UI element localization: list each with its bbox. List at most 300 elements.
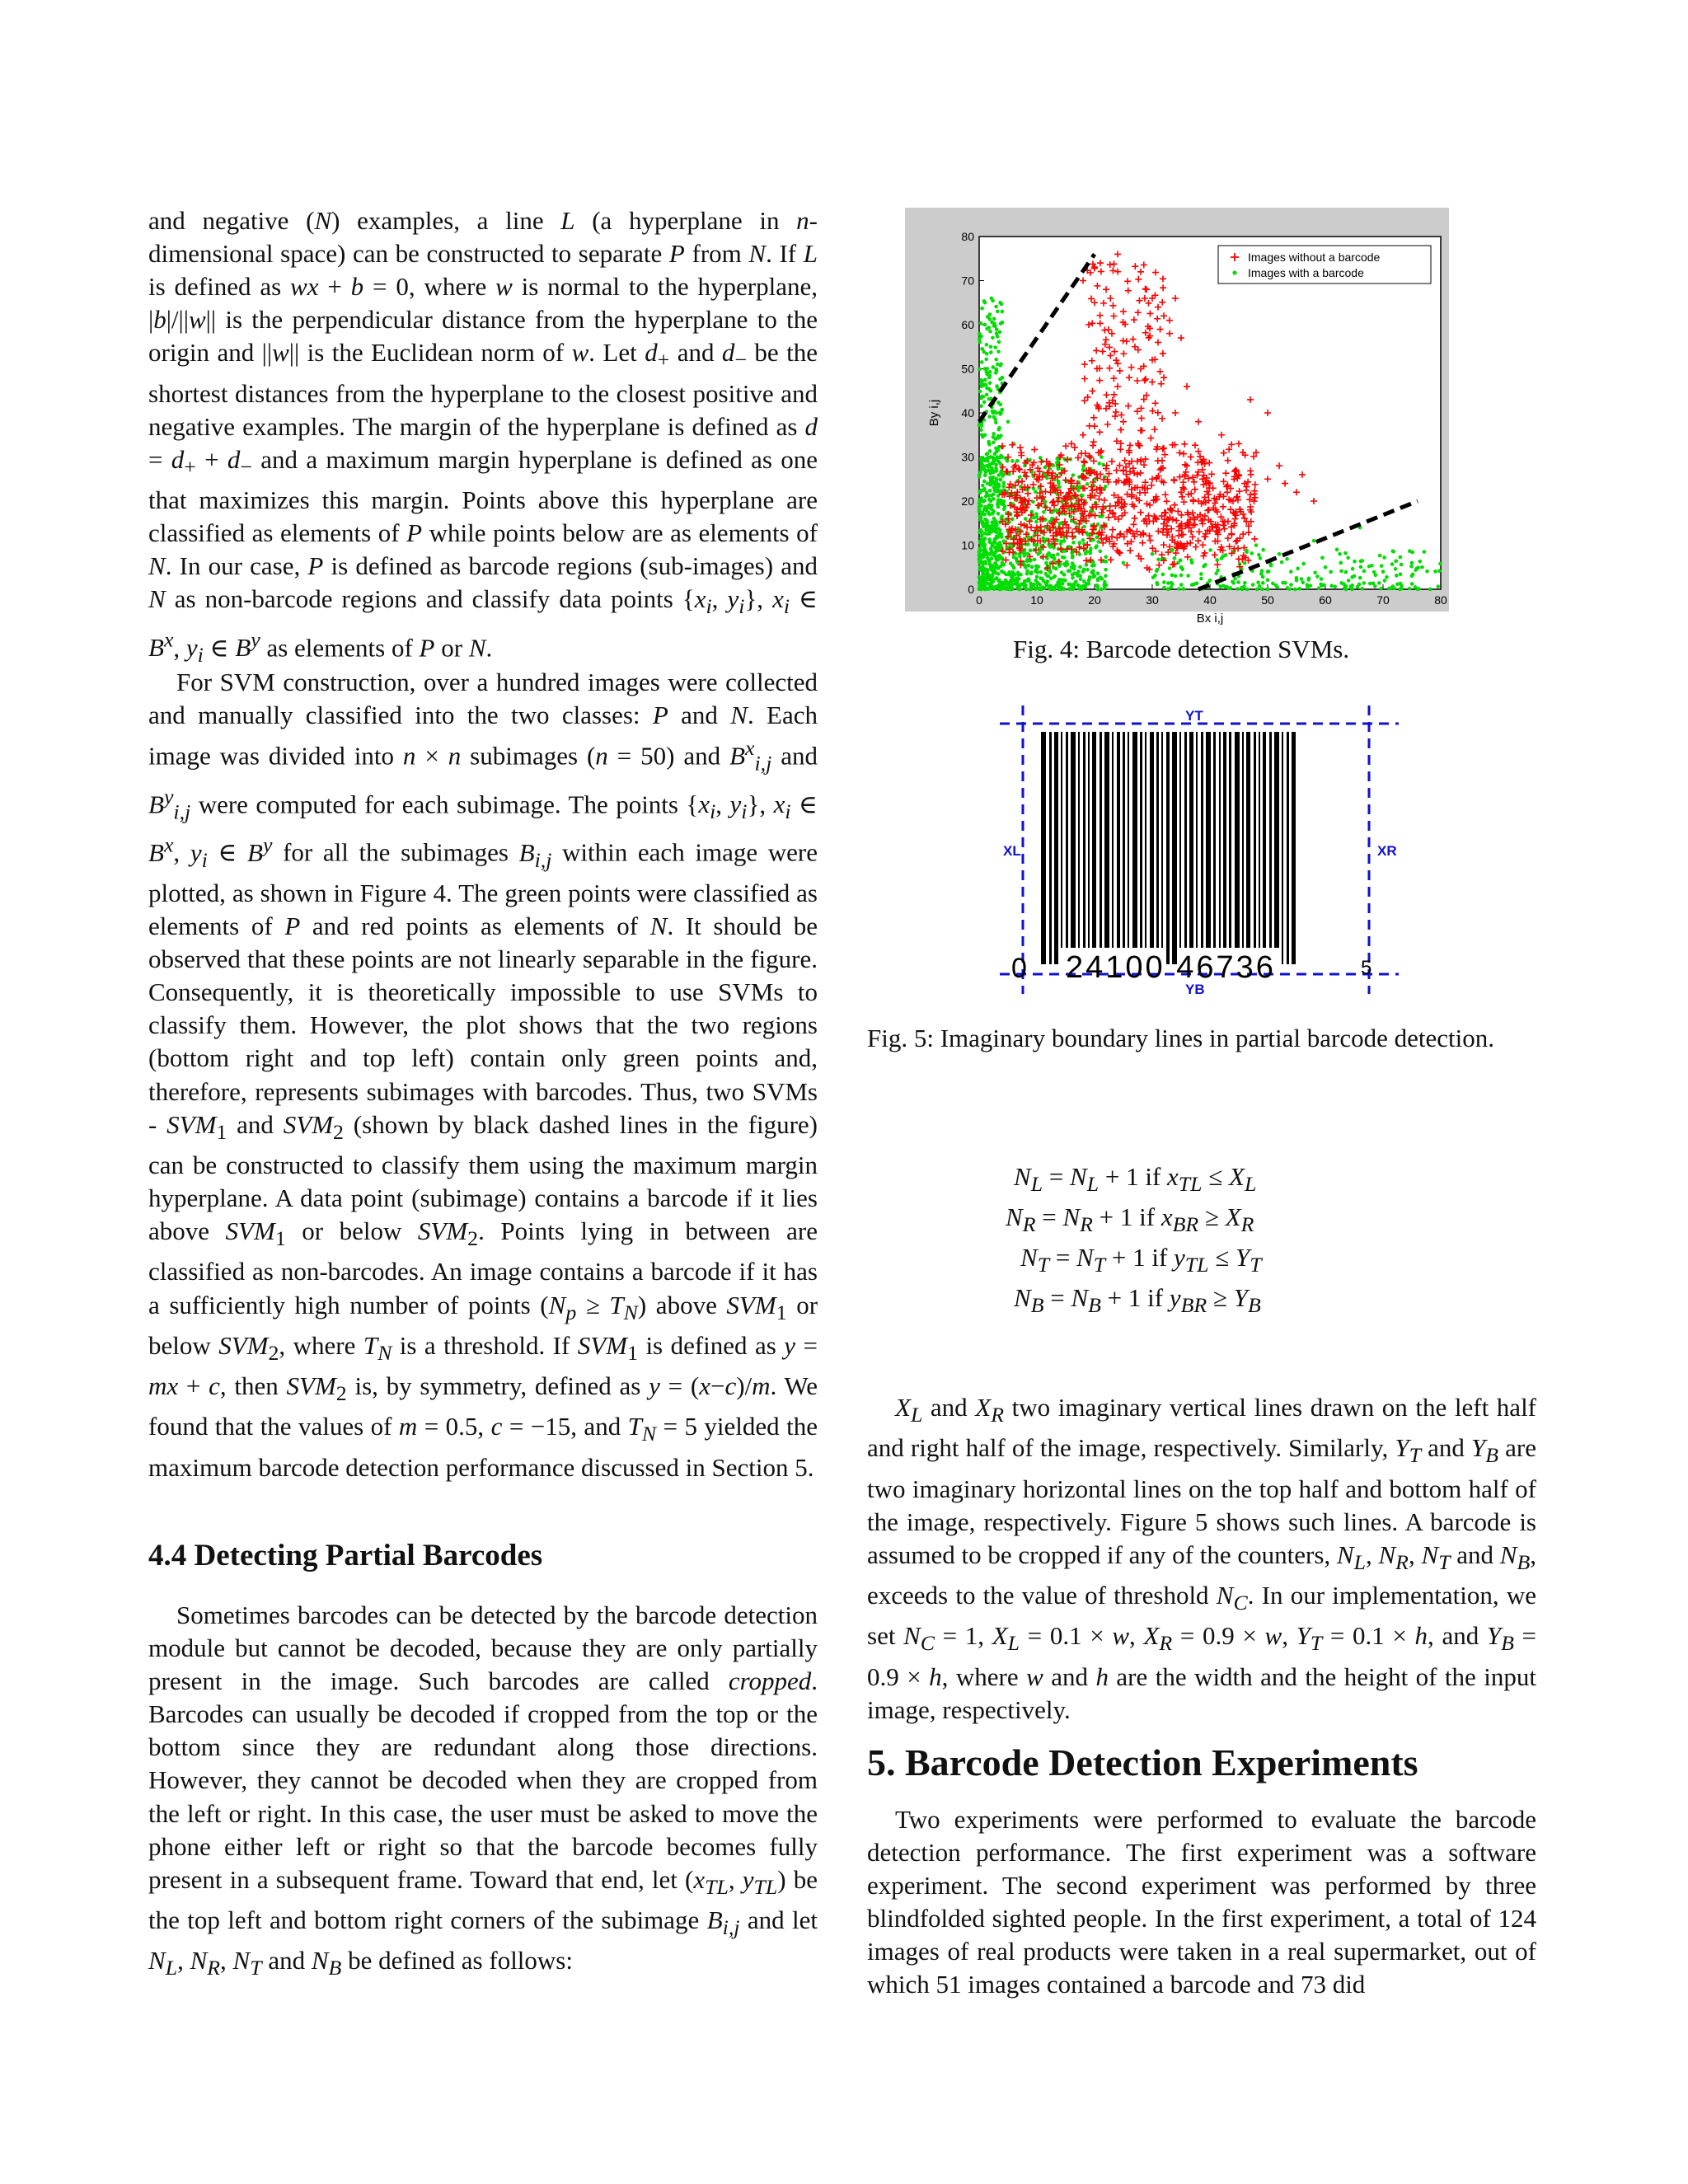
- barcode-bar: [1088, 732, 1090, 948]
- green-point: [995, 477, 999, 481]
- green-point: [1053, 588, 1057, 592]
- green-point: [979, 404, 983, 408]
- green-point: [990, 494, 994, 498]
- green-point: [1261, 548, 1265, 552]
- green-point: [1399, 555, 1403, 560]
- legend-label-without-barcode: Images without a barcode: [1248, 251, 1381, 264]
- barcode-bar: [1123, 732, 1125, 948]
- green-point: [994, 551, 998, 555]
- green-point: [983, 587, 987, 591]
- green-point: [1034, 512, 1039, 516]
- green-point: [1071, 541, 1076, 545]
- green-point: [998, 532, 1002, 536]
- green-point: [979, 489, 983, 493]
- green-point: [1057, 485, 1062, 490]
- green-point: [1045, 582, 1049, 586]
- green-point: [1258, 584, 1262, 588]
- green-point: [1091, 569, 1095, 573]
- green-point: [1256, 580, 1260, 584]
- green-point: [997, 426, 1001, 430]
- barcode-bar: [1287, 732, 1289, 964]
- green-point: [1179, 574, 1184, 578]
- green-point: [1122, 561, 1126, 565]
- green-point: [1399, 582, 1403, 586]
- green-point: [1236, 587, 1240, 591]
- x-tick-label: 20: [1088, 593, 1101, 607]
- green-point: [998, 528, 1002, 532]
- barcode-bar: [1166, 732, 1170, 964]
- green-point: [996, 310, 1000, 314]
- green-point: [1035, 575, 1039, 579]
- green-point: [1250, 551, 1254, 555]
- green-point: [982, 480, 987, 484]
- left-paragraph-3: Sometimes barcodes can be detected by the barcode detection module but cannot be decoded, because they are only partially present in the image. Such barcodes are called cropped. Barcodes can usually be decoded if cropped from the top or the bottom since they are redundant along those directions. However, they cannot be decoded when they are cropped from the left or right. In this case, the user must be asked to move the phone either left or right so that the barcode becomes fully present in a subsequent frame. Toward that end, let ($x_{TL}$, $y_{TL}$) be the top left and bottom right corners of the subimage $B_{i,j}$ and let $N_L$, $N_R$, $N_T$ and $N_B$ be defined as follows:: [148, 1601, 818, 1980]
- green-point: [979, 516, 983, 520]
- green-point: [994, 371, 998, 375]
- green-point: [1033, 558, 1037, 562]
- green-point: [1044, 561, 1048, 565]
- green-point: [1202, 565, 1206, 569]
- fig5-barcode-diagram: [993, 699, 1405, 1005]
- green-point: [1320, 555, 1325, 560]
- green-point: [981, 570, 985, 574]
- green-point: [1420, 565, 1424, 569]
- green-point: [992, 509, 996, 513]
- green-point: [985, 373, 989, 377]
- green-point: [983, 473, 987, 477]
- green-point: [1168, 566, 1172, 570]
- green-point: [1104, 555, 1108, 560]
- barcode-bar: [1132, 732, 1137, 948]
- green-point: [1093, 574, 1097, 579]
- green-point: [985, 490, 989, 494]
- green-point: [1362, 581, 1367, 585]
- green-point: [980, 467, 984, 471]
- green-point: [1339, 569, 1343, 574]
- barcode-bar: [1128, 732, 1129, 948]
- green-point: [1359, 565, 1363, 569]
- green-point: [1009, 583, 1013, 588]
- green-point: [995, 331, 999, 335]
- green-point: [978, 368, 982, 372]
- green-point: [1428, 588, 1432, 592]
- green-point: [1034, 520, 1039, 524]
- green-point: [987, 440, 991, 444]
- green-point: [999, 454, 1003, 458]
- green-point: [1003, 504, 1007, 509]
- green-point: [1293, 588, 1297, 592]
- green-point: [1261, 581, 1265, 585]
- green-point: [985, 327, 989, 331]
- green-point: [989, 350, 993, 354]
- green-point: [991, 299, 995, 303]
- barcode-bar: [1100, 732, 1102, 948]
- green-point: [996, 584, 1001, 588]
- green-point: [1289, 569, 1293, 574]
- green-point: [995, 564, 999, 568]
- green-point: [1076, 583, 1080, 588]
- green-point: [1081, 584, 1085, 588]
- green-point: [996, 349, 1001, 354]
- barcode-bar: [1219, 732, 1221, 948]
- green-point: [1085, 482, 1090, 486]
- green-point: [1266, 587, 1270, 591]
- barcode-bar: [1150, 732, 1154, 948]
- green-point: [1101, 463, 1105, 467]
- green-point: [991, 335, 995, 340]
- green-point: [1411, 573, 1415, 577]
- green-point: [1286, 586, 1290, 590]
- green-point: [992, 587, 996, 591]
- x-tick-label: 40: [1203, 593, 1217, 607]
- green-point: [1029, 584, 1034, 588]
- green-point: [986, 481, 990, 485]
- green-point: [978, 423, 982, 427]
- green-point: [995, 469, 999, 473]
- green-point: [994, 522, 998, 526]
- green-point: [1415, 587, 1419, 591]
- green-point: [1254, 543, 1259, 547]
- barcode-digit-right: 5: [1361, 957, 1372, 979]
- barcode-bar: [1066, 732, 1068, 948]
- green-point: [1379, 587, 1383, 591]
- green-point: [981, 562, 985, 566]
- green-point: [1333, 584, 1337, 588]
- green-point: [987, 587, 991, 591]
- green-point: [999, 411, 1003, 415]
- green-point: [1296, 567, 1300, 571]
- green-point: [1023, 551, 1027, 555]
- barcode-bar: [1282, 732, 1283, 964]
- green-point: [984, 574, 988, 579]
- green-point: [990, 543, 994, 547]
- green-point: [1166, 581, 1170, 585]
- green-point: [987, 397, 992, 401]
- green-point: [1034, 565, 1039, 569]
- green-point: [998, 402, 1002, 406]
- green-point: [1372, 570, 1376, 574]
- green-point: [1161, 573, 1165, 577]
- green-point: [1382, 555, 1386, 560]
- green-point: [1097, 462, 1101, 466]
- green-point: [1391, 550, 1395, 554]
- green-point: [1437, 569, 1442, 573]
- green-point: [1216, 569, 1220, 573]
- green-point: [1278, 552, 1282, 556]
- green-point: [1026, 552, 1030, 556]
- green-point: [1005, 579, 1009, 583]
- green-point: [1335, 548, 1339, 552]
- section-heading-5: 5. Barcode Detection Experiments: [867, 1741, 1418, 1783]
- green-point: [1280, 560, 1284, 565]
- green-point: [983, 367, 987, 371]
- barcode-digits: 24100 46736: [1066, 950, 1276, 985]
- green-point: [1056, 552, 1060, 556]
- x-tick-label: 50: [1261, 593, 1274, 607]
- green-point: [1024, 517, 1028, 521]
- green-point: [996, 482, 1001, 486]
- green-point: [992, 441, 996, 445]
- barcode-digit-left: 0: [1011, 953, 1027, 984]
- barcode-bar: [1246, 732, 1250, 948]
- green-point: [983, 433, 987, 437]
- green-point: [1399, 572, 1403, 576]
- green-point: [999, 471, 1003, 475]
- barcode-bar: [1061, 732, 1062, 948]
- x-tick-label: 0: [976, 593, 982, 607]
- green-point: [1362, 569, 1367, 574]
- y-tick-label: 0: [968, 583, 974, 596]
- green-point: [1301, 580, 1305, 584]
- green-point: [1040, 577, 1044, 581]
- green-point: [1260, 587, 1264, 591]
- green-point: [990, 577, 994, 581]
- green-point: [992, 415, 996, 419]
- green-point: [1078, 565, 1082, 569]
- right-paragraph-1: $X_L$ and $X_R$ two imaginary vertical lines drawn on the left half and right half of the image, respectively. Similarly, $Y_T$ and $Y_B$ are two imaginary horizontal lines on the top half and bottom half of the image, respectively. Figure 5 shows such lines. A barcode is assumed to be cropped if any of the counters, $N_L$, $N_R$, $N_T$ and $N_B$, exceeds to the value of threshold $N_C$. In our implementation, we set $N_C = 1$, $X_L = 0.1 \times w$, $X_R = 0.9 \times w$, $Y_T = 0.1 \times h$, and $Y_B = 0.9 \times h$, where w and h are the width and the height of the input image, respectively.: [867, 1393, 1537, 1724]
- green-point: [1009, 579, 1013, 583]
- green-point: [1001, 587, 1005, 591]
- green-point: [978, 508, 982, 512]
- green-point: [1275, 585, 1279, 589]
- green-point: [1045, 476, 1049, 480]
- green-point: [1347, 579, 1351, 583]
- green-point: [1061, 555, 1065, 560]
- green-point: [1255, 588, 1259, 592]
- green-point: [1324, 565, 1328, 569]
- green-point: [1173, 556, 1177, 560]
- green-point: [979, 428, 983, 432]
- green-point: [993, 489, 997, 493]
- green-point: [1301, 562, 1306, 566]
- green-point: [1096, 571, 1100, 575]
- green-point: [982, 565, 986, 569]
- green-point: [996, 502, 1000, 506]
- green-point: [995, 530, 999, 534]
- green-point: [981, 520, 985, 524]
- green-point: [1068, 583, 1072, 587]
- green-point: [981, 484, 985, 488]
- barcode-bar: [1213, 732, 1216, 948]
- green-point: [1048, 545, 1053, 549]
- green-point: [1018, 587, 1022, 591]
- green-point: [1425, 569, 1429, 574]
- green-point: [978, 340, 982, 344]
- green-point: [1257, 553, 1261, 557]
- green-point: [1047, 551, 1051, 555]
- green-point: [986, 459, 990, 463]
- green-point: [1285, 557, 1289, 561]
- green-point: [1215, 558, 1219, 562]
- green-point: [1001, 561, 1005, 565]
- green-point: [996, 579, 1001, 583]
- green-point: [1259, 556, 1263, 560]
- green-point: [1307, 576, 1311, 580]
- green-point: [1025, 569, 1029, 573]
- green-point: [995, 328, 999, 332]
- green-point: [1001, 310, 1005, 314]
- green-point: [1030, 565, 1034, 569]
- green-point: [987, 559, 991, 563]
- green-point: [1048, 570, 1053, 574]
- green-point: [992, 432, 996, 436]
- green-point: [1381, 569, 1386, 574]
- green-point: [979, 528, 983, 532]
- green-point: [1319, 583, 1323, 587]
- green-point: [1098, 550, 1102, 554]
- green-point: [1010, 574, 1014, 579]
- green-point: [988, 330, 992, 334]
- green-point: [1100, 588, 1104, 592]
- green-point: [983, 532, 987, 536]
- green-point: [978, 332, 982, 336]
- barcode-bar: [1292, 732, 1296, 964]
- green-point: [1096, 584, 1100, 588]
- green-point: [994, 358, 998, 362]
- green-point: [1025, 587, 1029, 591]
- green-point: [1088, 576, 1092, 580]
- label-xl: XL: [1003, 843, 1021, 859]
- green-point: [980, 307, 984, 311]
- green-point: [1010, 459, 1015, 463]
- green-point: [1071, 588, 1075, 592]
- green-point: [1104, 568, 1108, 572]
- green-point: [998, 301, 1002, 305]
- green-point: [985, 393, 989, 397]
- green-point: [1295, 579, 1299, 583]
- green-point: [1377, 581, 1381, 585]
- green-point: [1071, 555, 1075, 560]
- green-point: [1357, 583, 1362, 587]
- barcode-bar: [1161, 732, 1163, 948]
- green-point: [988, 317, 992, 321]
- green-point: [1053, 574, 1057, 579]
- green-point: [998, 541, 1002, 545]
- barcode-bar: [1156, 732, 1159, 948]
- green-point: [982, 513, 987, 517]
- green-point: [1182, 587, 1186, 591]
- green-point: [984, 581, 988, 585]
- green-point: [1038, 583, 1042, 587]
- green-point: [1329, 583, 1334, 588]
- green-point: [1416, 566, 1420, 570]
- green-point: [1208, 579, 1212, 583]
- green-point: [1174, 574, 1178, 578]
- green-point: [992, 471, 996, 475]
- green-point: [995, 411, 999, 415]
- green-point: [989, 344, 993, 349]
- green-point: [1048, 586, 1052, 590]
- green-point: [1085, 582, 1089, 586]
- green-point: [1281, 581, 1285, 585]
- equation-nl: $N_L = N_L + 1$ if $x_{TL} \le X_L$: [1014, 1162, 1257, 1197]
- green-point: [987, 376, 992, 380]
- right-paragraph-2: Two experiments were performed to evaluate the barcode detection performance. The first experiment was a software experiment. The second experiment was performed by three blindfolded sighted people. In the first experiment, a total of 124 images of real products were taken in a real supermarket, out of which 51 images contained a barcode and 73 did: [867, 1805, 1536, 1999]
- green-point: [994, 368, 998, 372]
- green-point: [1076, 574, 1080, 578]
- barcode-bar: [1235, 732, 1240, 948]
- green-point: [1177, 587, 1181, 591]
- green-point: [985, 343, 989, 347]
- barcode-bar: [1196, 732, 1198, 948]
- green-point: [1199, 572, 1203, 576]
- green-point: [1360, 587, 1364, 591]
- green-point: [1233, 577, 1237, 581]
- left-paragraph-1: and negative (N) examples, a line L (a hyperplane in n-dimensional space) can be constructed to separate P from N. If L is defined as wx + b = 0, where w is normal to the hyperplane, |b|/||w|| is the perpendicular distance from the hyperplane to the origin and ||w|| is the Euclidean norm of w. Let $d_+$ and $d_-$ be the shortest distances from the hyperplane to the closest positive and negative examples. The margin of the hyperplane is defined as $d = d_+ + d_-$ and a maximum margin hyperplane is defined as one that maximizes this margin. Points above this hyperplane are classified as elements of P while points below are as elements of N. In our case, P is defined as barcode regions (sub-images) and N as non-barcode regions and classify data points {$x_i$, $y_i$}, $x_i$ ∈ $B^x$, $y_i$ ∈ $B^y$ as elements of P or N.: [148, 206, 818, 668]
- green-point: [995, 457, 999, 462]
- green-point: [1313, 570, 1317, 574]
- left-paragraph-2: For SVM construction, over a hundred images were collected and manually classified into the two classes: P and N. Each image was divided into n × n subimages (n = 50) and $B^x_{i,j}$ and $B^y_{i,j}$ were computed for each subimage. The points {$x_i$, $y_i$}, $x_i$ ∈ $B^x$, $y_i$ ∈ $B^y$ for all the subimages $B_{i,j}$ within each image were plotted, as shown in Figure 4. The green points were classified as elements of P and red points as elements of N. It should be observed that these points are not linearly separable in the figure. Consequently, it is theoretically impossible to use SVMs to classify them. However, the plot shows that the two regions (bottom right and top left) contain only green points and, therefore, represents subimages with barcodes. Thus, two SVMs - $SVM_1$ and $SVM_2$ (shown by black dashed lines in the figure) can be constructed to classify them using the maximum margin hyperplane. A data point (subimage) contains a barcode if it lies above $SVM_1$ or below $SVM_2$. Points lying in between are classified as non-barcodes. An image contains a barcode if it has a sufficiently high number of points $(N_p \ge T_N)$ above $SVM_1$ or below $SVM_2$, where $T_N$ is a threshold. If $SVM_1$ is defined as y = mx + c, then $SVM_2$ is, by symmetry, defined as y = (x−c)/m. We found that the values of m = 0.5, c = −15, and $T_N = 5$ yielded the maximum barcode detection performance discussed in Section 5.: [148, 668, 818, 1482]
- green-point: [980, 347, 984, 351]
- y-tick-label: 50: [961, 362, 974, 376]
- x-tick-label: 30: [1146, 593, 1159, 607]
- barcode-bar: [1274, 732, 1279, 948]
- green-point: [1391, 584, 1395, 588]
- green-point: [1353, 574, 1357, 579]
- green-point: [983, 301, 987, 305]
- barcode-bars: [1041, 732, 1296, 964]
- equation-nb: $N_B = N_B + 1$ if $y_{BR} \ge Y_B$: [1014, 1283, 1261, 1318]
- legend-green-marker: [1232, 270, 1236, 274]
- y-tick-label: 60: [961, 318, 974, 331]
- green-point: [1104, 560, 1108, 564]
- green-point: [1186, 574, 1190, 578]
- green-point: [987, 415, 992, 419]
- green-point: [1053, 557, 1057, 561]
- green-point: [985, 553, 989, 557]
- green-point: [1271, 582, 1275, 586]
- green-point: [1394, 567, 1398, 571]
- green-point: [1190, 583, 1194, 587]
- green-point: [988, 312, 992, 316]
- green-point: [1315, 574, 1320, 579]
- barcode-bar: [1041, 732, 1046, 964]
- green-point: [1026, 542, 1030, 546]
- green-point: [1208, 548, 1212, 552]
- green-point: [1037, 551, 1041, 555]
- green-point: [993, 345, 997, 349]
- green-point: [994, 463, 998, 467]
- green-point: [1170, 574, 1175, 578]
- green-point: [989, 481, 993, 485]
- green-point: [1179, 565, 1184, 569]
- green-point: [1088, 551, 1092, 555]
- x-tick-label: 10: [1030, 593, 1043, 607]
- green-point: [979, 321, 983, 326]
- y-tick-label: 70: [961, 274, 974, 288]
- green-point: [986, 569, 990, 573]
- green-point: [1060, 570, 1064, 574]
- green-point: [1072, 582, 1076, 586]
- green-point: [989, 389, 993, 393]
- green-point: [998, 547, 1002, 551]
- green-point: [1062, 562, 1067, 566]
- green-point: [978, 568, 982, 572]
- green-point: [1016, 573, 1020, 577]
- barcode-bar: [1206, 732, 1211, 948]
- green-point: [1025, 558, 1029, 562]
- green-point: [1199, 577, 1203, 581]
- green-point: [1041, 537, 1045, 541]
- green-point: [1082, 525, 1086, 529]
- green-point: [981, 577, 985, 581]
- green-point: [1320, 577, 1324, 581]
- barcode-bar: [1184, 732, 1187, 948]
- green-point: [1002, 539, 1006, 543]
- green-point: [1349, 586, 1353, 590]
- x-tick-label: 80: [1434, 593, 1447, 607]
- green-point: [990, 530, 994, 534]
